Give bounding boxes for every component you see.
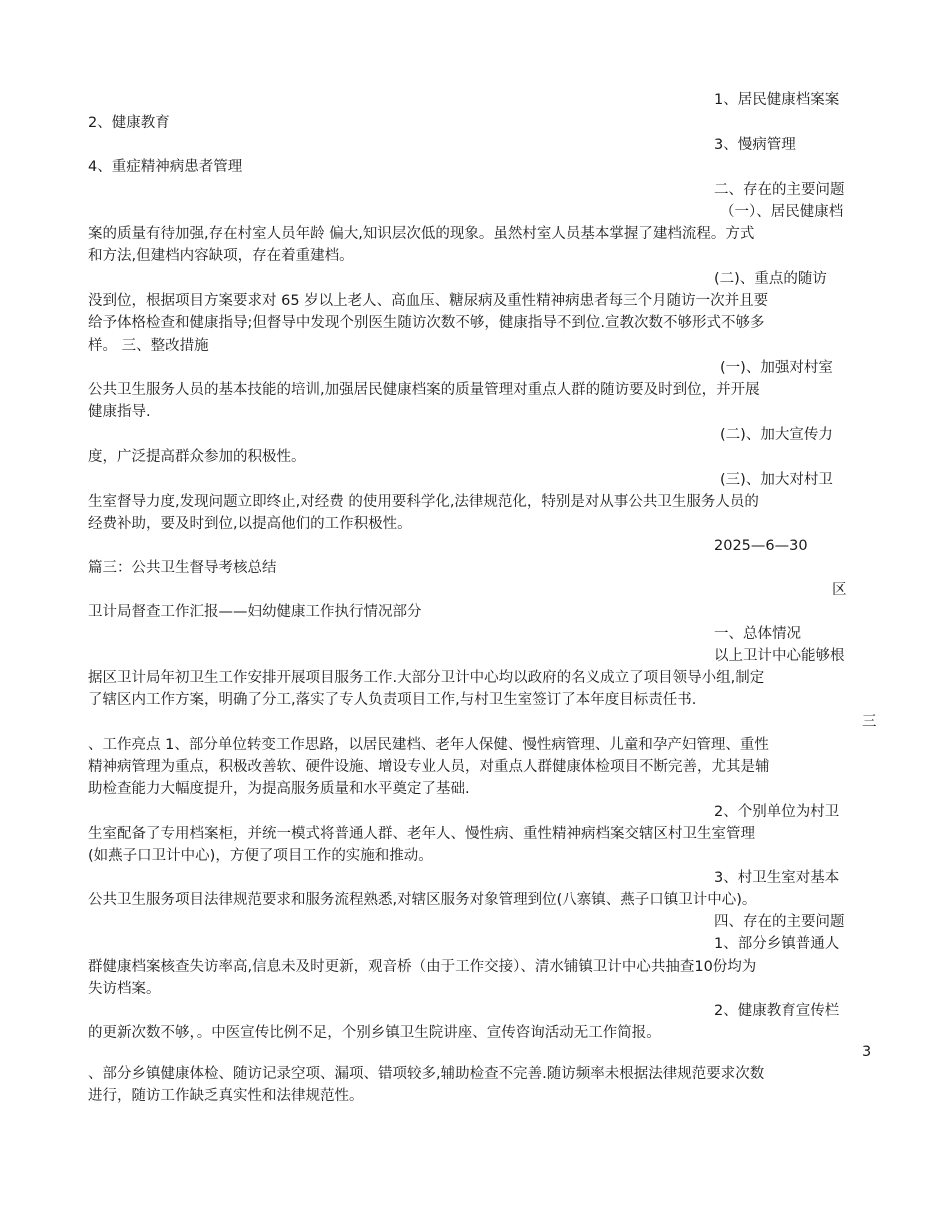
paragraph-lead: (三)、加大对村卫 bbox=[720, 472, 833, 488]
paragraph-line: 经费补助，要及时到位,以提高他们的工作积极性。 bbox=[88, 516, 412, 532]
paragraph-line: 度，广泛提高群众参加的积极性。 bbox=[88, 449, 306, 465]
paragraph-lead: 1、部分乡镇普通人 bbox=[714, 936, 840, 952]
paragraph-line: 公共卫生服务人员的基本技能的培训,加强居民健康档案的质量管理对重点人群的随访要及时到位，并开展 bbox=[88, 382, 760, 398]
paragraph-line: 公共卫生服务项目法律规范要求和服务流程熟悉,对辖区服务对象管理到位(八寨镇、燕子口镇卫计中心)。 bbox=[88, 892, 757, 908]
report-title: 卫计局督查工作汇报——妇幼健康工作执行情况部分 bbox=[88, 604, 422, 620]
fragment-text: 3 bbox=[862, 1044, 872, 1060]
paragraph-lead: 以上卫计中心能够根 bbox=[714, 648, 845, 664]
paragraph-lead: (二)、重点的随访 bbox=[714, 271, 827, 287]
paragraph-line: 、部分乡镇健康体检、随访记录空项、漏项、错项较多,辅助检查不完善.随访频率未根据法律规范要求次数 bbox=[88, 1066, 765, 1082]
heading-health-education: 2、健康教育 bbox=[88, 115, 170, 131]
article-title: 篇三：公共卫生督导考核总结 bbox=[88, 560, 277, 576]
paragraph-line: 、工作亮点 1、部分单位转变工作思路，以居民建档、老年人保健、慢性病管理、儿童和孕产妇管理、重性 bbox=[88, 737, 769, 753]
paragraph-line: 案的质量有待加强,存在村室人员年龄 偏大,知识层次低的现象。虽然村室人员基本掌握了建档流程。方式 bbox=[88, 226, 755, 242]
paragraph-lead: （一）、居民健康档 bbox=[720, 204, 844, 220]
heading-residents-health-records: 1、居民健康档案案 bbox=[714, 92, 840, 108]
fragment-text: 三 bbox=[862, 714, 877, 730]
paragraph-line: 没到位，根据项目方案要求对 65 岁以上老人、高血压、糖尿病及重性精神病患者每三个月随访一次并且要 bbox=[88, 293, 769, 309]
paragraph-lead: (一)、加强对村室 bbox=[720, 360, 833, 376]
heading-chronic-disease: 3、慢病管理 bbox=[714, 137, 796, 153]
paragraph-line: 给予体格检查和健康指导;但督导中发现个别医生随访次数不够，健康指导不到位.宣教次数不够形式不够多 bbox=[88, 315, 765, 331]
section-heading-problems: 二、存在的主要问题 bbox=[714, 182, 845, 198]
paragraph-lead: 3、村卫生室对基本 bbox=[714, 870, 840, 886]
fragment-text: 区 bbox=[832, 582, 847, 598]
paragraph-line: 的更新次数不够，。中医宣传比例不足，个别乡镇卫生院讲座、宣传咨询活动无工作简报。 bbox=[88, 1025, 661, 1041]
document-date: 2025—6—30 bbox=[714, 538, 808, 554]
heading-mental-illness: 4、重症精神病患者管理 bbox=[88, 159, 243, 175]
paragraph-line: 精神病管理为重点，积极改善软、硬件设施、增设专业人员，对重点人群健康体检项目不断完善，尤其是辅 bbox=[88, 759, 770, 775]
paragraph-line: (如燕子口卫计中心)，方便了项目工作的实施和推动。 bbox=[88, 848, 433, 864]
paragraph-line: 群健康档案核查失访率高,信息未及时更新，观音桥（由于工作交接）、清水铺镇卫计中心共抽查10份均为 bbox=[88, 959, 757, 975]
paragraph-lead: (二)、加大宣传力 bbox=[720, 427, 833, 443]
paragraph-lead: 2、个别单位为村卫 bbox=[714, 804, 840, 820]
paragraph-line: 失访档案。 bbox=[88, 981, 161, 997]
paragraph-lead: 2、健康教育宣传栏 bbox=[714, 1003, 840, 1019]
paragraph-line: 样。 三、整改措施 bbox=[88, 338, 209, 354]
paragraph-line: 健康指导. bbox=[88, 404, 151, 420]
section-heading-existing-problems: 四、存在的主要问题 bbox=[714, 914, 845, 930]
paragraph-line: 据区卫计局年初卫生工作安排开展项目服务工作.大部分卫计中心均以政府的名义成立了项目领导小组,制定 bbox=[88, 670, 765, 686]
section-heading-overview: 一、总体情况 bbox=[714, 626, 801, 642]
paragraph-line: 了辖区内工作方案，明确了分工,落实了专人负责项目工作,与村卫生室签订了本年度目标责任书. bbox=[88, 692, 697, 708]
paragraph-line: 助检查能力大幅度提升，为提高服务质量和水平奠定了基础. bbox=[88, 781, 470, 797]
paragraph-line: 进行，随访工作缺乏真实性和法律规范性。 bbox=[88, 1088, 364, 1104]
paragraph-line: 生室配备了专用档案柜，并统一模式将普通人群、老年人、慢性病、重性精神病档案交辖区村卫生室管理 bbox=[88, 826, 755, 842]
paragraph-line: 生室督导力度,发现问题立即终止,对经费 的使用要科学化,法律规范化，特别是对从事公共卫生服务人员的 bbox=[88, 494, 759, 510]
paragraph-line: 和方法,但建档内容缺项，存在着重建档。 bbox=[88, 248, 354, 264]
